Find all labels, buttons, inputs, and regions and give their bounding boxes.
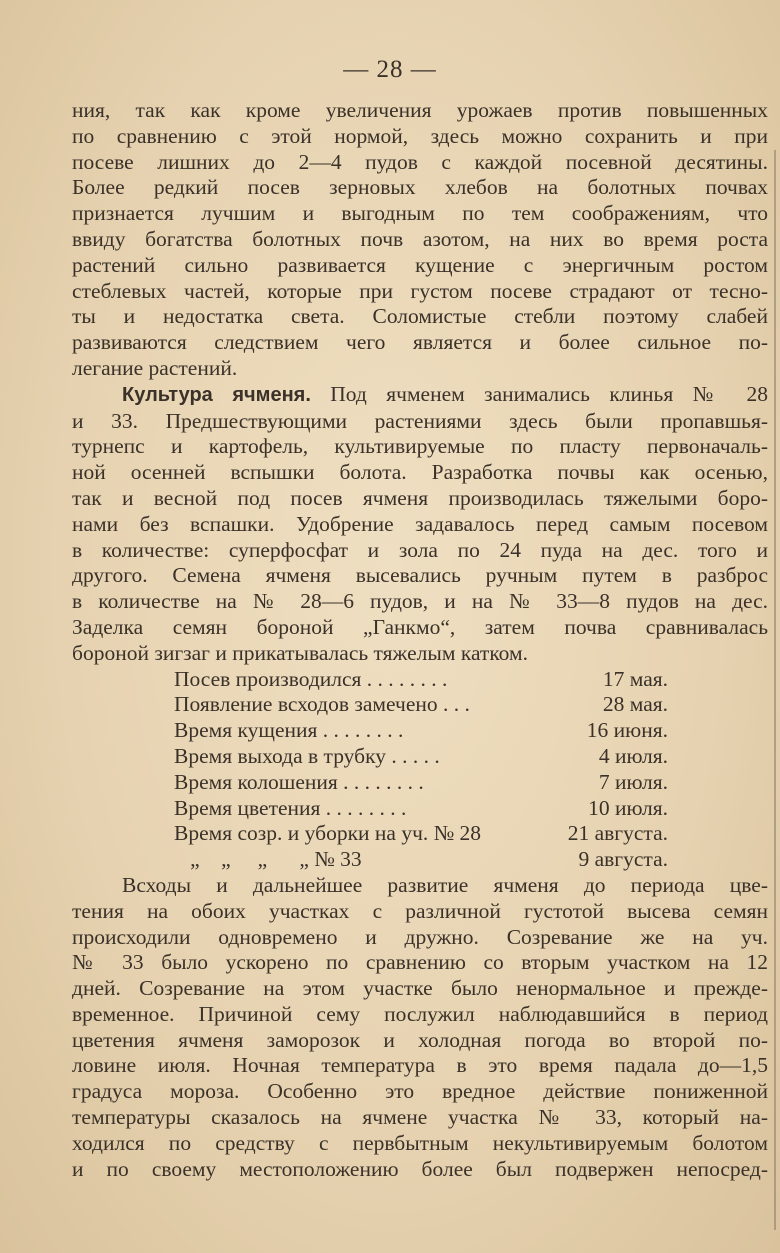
text-line: временное. Причиной сему послужил наблюдавшийся в период — [72, 1001, 768, 1026]
schedule-label: Появление всходов замечено . . . — [174, 692, 470, 717]
schedule-label: Время созр. и уборки на уч. № 28 — [174, 821, 482, 846]
text-line: по сравнению с этой нормой, здесь можно сохранить и при — [72, 123, 768, 148]
text-line: стеблевых частей, которые при густом посеве страдают от тесно- — [72, 278, 768, 303]
text-line: бороной зигзаг и прикатывалась тяжелым катком. — [72, 640, 529, 665]
text-line: турнепс и картофель, культивируемые по пласту первоначаль- — [72, 434, 768, 459]
text-line: и 33. Предшествующими растениями здесь были пропавшья- — [72, 408, 768, 433]
schedule-row — [174, 847, 668, 873]
schedule-row — [174, 744, 668, 770]
paragraph-3 — [72, 873, 768, 1183]
schedule-row — [174, 796, 668, 822]
text-line: ходился по средству с первбытным некультивируемым болотом — [72, 1130, 768, 1155]
text-line: и по своему местоположению более был подвержен непосред- — [72, 1156, 768, 1181]
text-line: ния, так как кроме увеличения урожаев против повышенных — [72, 98, 768, 122]
schedule-date: 21 августа. — [567, 821, 668, 846]
text-line: Всходы и дальнейшее развитие ячменя до периода цве- — [122, 872, 768, 897]
text-line: легание растений. — [72, 355, 238, 380]
text-line: цветения ячменя заморозок и холодная погода во второй по- — [72, 1027, 768, 1052]
text-line: так и весной под посев ячменя производилась тяжелыми боро- — [72, 485, 768, 510]
section-heading: Культура ячменя. — [122, 383, 311, 406]
text-line: Более редкий посев зерновых хлебов на болотных почвах — [72, 175, 768, 200]
page-edge-line — [774, 150, 776, 1230]
paragraph-2-first-line-text: Под ячменем занимались клинья № 28 — [330, 381, 768, 406]
schedule-label: Время выхода в трубку . . . . . — [174, 743, 440, 768]
text-line: тения на обоих участках с различной густотой высева семян — [72, 898, 768, 923]
body-text — [72, 98, 768, 1182]
schedule-label: Время колошения . . . . . . . . — [174, 769, 424, 794]
schedule-date: 16 июня. — [586, 718, 668, 743]
schedule-label: Время цветения . . . . . . . . — [174, 795, 407, 820]
text-line: Заделка семян бороной „Ганкмо“, затем почва сравнивалась — [72, 614, 768, 639]
text-line: развиваются следствием чего является и более сильное по- — [72, 330, 768, 355]
text-line: в количестве: суперфосфат и зола по 24 пуда на дес. того и — [72, 537, 768, 562]
paragraph-2-first-line — [72, 382, 768, 409]
schedule-row — [174, 667, 668, 693]
text-line: в количестве на № 28—6 пудов, и на № 33—8 пудов на дес. — [72, 589, 768, 614]
schedule-row — [174, 821, 668, 847]
text-line: ввиду богатства болотных почв азотом, на них во время роста — [72, 226, 768, 251]
phenology-schedule — [174, 667, 668, 873]
schedule-row — [174, 718, 668, 744]
text-line: нами без вспашки. Удобрение задавалось перед самым посевом — [72, 511, 768, 536]
schedule-label: „ „ „ „ № 33 — [174, 847, 362, 872]
text-line: ной осенней вспышки болота. Разработка почвы как осенью, — [72, 460, 768, 485]
schedule-date: 7 июля. — [598, 769, 668, 794]
schedule-date: 17 мая. — [602, 666, 668, 691]
schedule-date: 28 мая. — [602, 692, 668, 717]
schedule-date: 9 августа. — [578, 847, 668, 872]
text-line: № 33 было ускорено по сравнению со вторым участком на 12 — [72, 950, 768, 975]
text-line: другого. Семена ячменя высевались ручным путем в разброс — [72, 563, 768, 588]
text-line: посеве лишних до 2—4 пудов с каждой посевной десятины. — [72, 149, 768, 174]
text-line: ты и недостатка света. Соломистые стебли поэтому слабей — [72, 304, 768, 329]
text-line: растений сильно развивается кущение с энергичным ростом — [72, 252, 768, 277]
text-line: признается лучшим и выгодным по тем соображениям, что — [72, 201, 768, 226]
page-number: — 28 — — [343, 56, 437, 83]
schedule-date: 10 июля. — [588, 795, 668, 820]
paragraph-1 — [72, 98, 768, 382]
schedule-label: Время кущения . . . . . . . . — [174, 718, 404, 743]
schedule-row — [174, 770, 668, 796]
text-line: происходили одновремено и дружно. Созревание же на уч. — [72, 924, 768, 949]
text-line: градуса мороза. Особенно это вредное действие пониженной — [72, 1079, 768, 1104]
schedule-row — [174, 692, 668, 718]
schedule-date: 4 июля. — [598, 743, 668, 768]
text-line: температуры сказалось на ячмене участка № 33, который на- — [72, 1105, 768, 1130]
schedule-label: Посев производился . . . . . . . . — [174, 666, 448, 691]
text-line: ловине июля. Ночная температура в это время падала до—1,5 — [72, 1053, 768, 1078]
paragraph-2 — [72, 409, 768, 667]
text-line: дней. Созревание на этом участке было ненормальное и прежде- — [72, 976, 768, 1001]
